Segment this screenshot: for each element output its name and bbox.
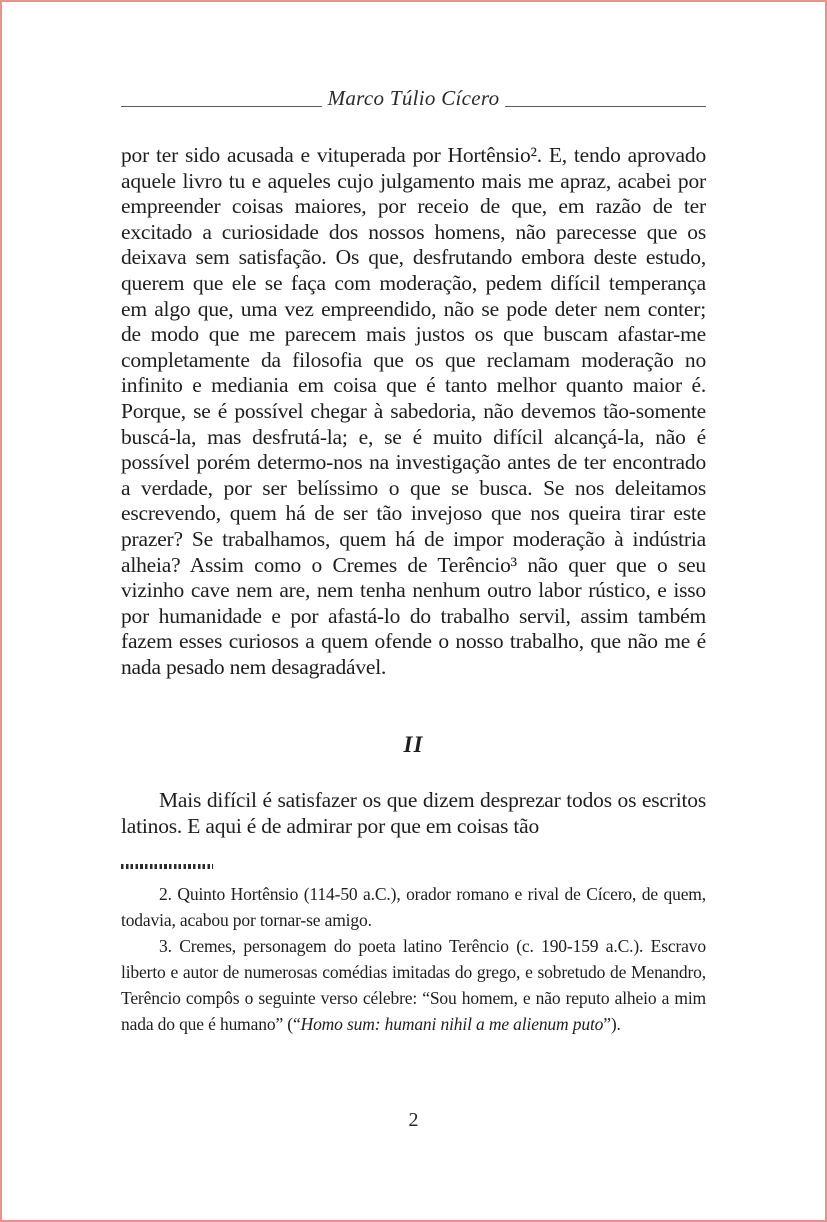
footnote-separator [121, 864, 213, 869]
footnote-3-closing: ”). [603, 1013, 621, 1034]
footnote-3-latin-quote: Homo sum: humani nihil a me alienum puto [300, 1013, 604, 1034]
section-heading: II [403, 732, 424, 758]
footnote-3 [121, 933, 706, 1037]
running-header [121, 86, 706, 111]
page-number: 2 [408, 1109, 419, 1131]
footnotes-block [121, 864, 706, 1037]
footnote-3-text: 3. Cremes, personagem do poeta latino Terêncio (c. 190-159 a.C.). Escravo liberto e autor de numerosas comédias imitadas do grego, e sobretudo de Menandro, Terêncio compôs o seguinte verso célebre: “Sou homem, e não reputo alheio a mim nada do que é humano” (“ [121, 935, 706, 1034]
header-rule-right [505, 106, 706, 107]
header-rule-left [121, 106, 322, 107]
page-content [121, 2, 706, 1037]
body-paragraph-2: Mais difícil é satisfazer os que dizem desprezar todos os escritos latinos. E aqui é de admirar por que em coisas tão [121, 788, 706, 839]
header-title: Marco Túlio Cícero [327, 86, 500, 110]
body-paragraph-1: por ter sido acusada e vituperada por Hortênsio². E, tendo aprovado aquele livro tu e aqueles cujo julgamento mais me apraz, acabei por empreender coisas maiores, por receio de que, em razão de ter excitado a curiosidade dos nossos homens, não parecesse que os deixava sem satisfação. Os que, desfrutando embora deste estudo, querem que ele se faça com moderação, pedem difícil temperança em algo que, uma vez empreendido, não se pode deter nem conter; de modo que me parecem mais justos os que buscam afastar-me completamente da filosofia que os que reclamam moderação no infinito e mediania em coisa que é tanto melhor quanto maior é. Porque, se é possível chegar à sabedoria, não devemos tão-somente buscá-la, mas desfrutá-la; e, se é muito difícil alcançá-la, não é possível porém determo-nos na investigação antes de ter encontrado a verdade, por ser belíssimo o que se busca. Se nos deleitamos escrevendo, quem há de ser tão invejoso que nos queira tirar este prazer? Se trabalhamos, quem há de impor moderação à indústria alheia? Assim como o Cremes de Terêncio³ não quer que o seu vizinho cave nem are, nem tenha nenhum outro labor rústico, e isso por humanidade e por afastá-lo do trabalho servil, assim também fazem esses curiosos a quem ofende o nosso trabalho, que não me é nada pesado nem desagradável. [121, 143, 706, 679]
footnote-2: 2. Quinto Hortênsio (114-50 a.C.), orador romano e rival de Cícero, de quem, todavia, acabou por tornar-se amigo. [121, 883, 706, 930]
